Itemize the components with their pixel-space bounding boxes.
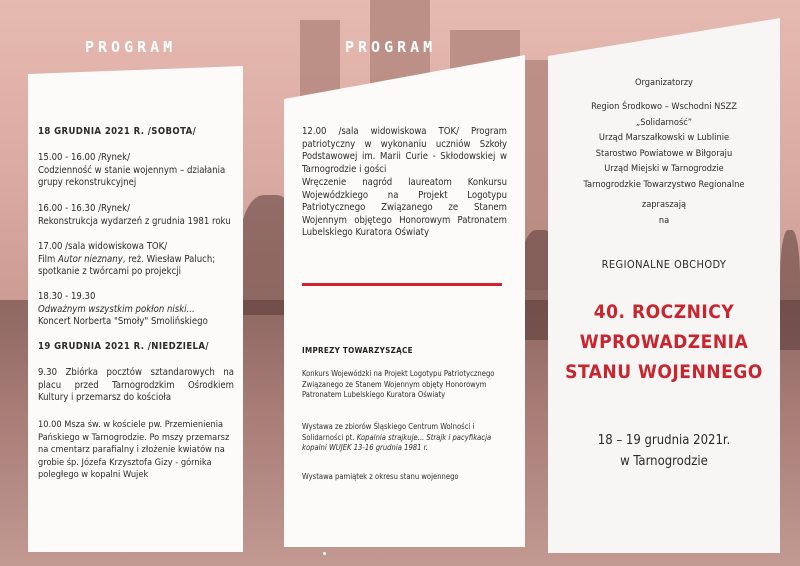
day1-heading: 18 GRUDNIA 2021 R. /SOBOTA/ <box>38 126 197 137</box>
organizers-title: Organizatorzy <box>635 77 693 88</box>
event-item: Wystawa ze zbiorów Śląskiego Centrum Wolności i Solidarności pt. Kopalnia strajkuje... Strajk i pacyfikacja kopalni WUJEK 13-16 grudnia 1981 r. <box>302 422 492 453</box>
events-title: IMPREZY TOWARZYSZĄCE <box>302 346 413 355</box>
item-description: Codzienność w stanie wojennym – działania grupy rekonstrukcyjnej <box>38 164 226 189</box>
organizer: Urząd Miejski w Tarnogrodzie <box>604 163 724 175</box>
organizer: Region Środkowo – Wschodni NSZZ <box>591 101 737 112</box>
program-item-1200: 12.00 /sala widowiskowa TOK/ Program patriotyczny w wykonaniu uczniów Szkoły Podstawowej im. Marii Curie - Skłodowskiej w Tarnogrodzie i gości <box>302 126 507 175</box>
organizer: Tarnogrodzkie Towarzystwo Regionalne <box>583 178 745 190</box>
organizers-list <box>556 99 772 193</box>
event-date: 18 – 19 grudnia 2021r. w Tarnogrodzie <box>597 433 731 469</box>
item-time: 18.30 - 19.30 <box>38 291 96 302</box>
page-dot <box>323 552 326 555</box>
invite-text: zapraszają na <box>641 199 687 226</box>
day2-heading: 19 GRUDNIA 2021 R. /NIEDZIELA/ <box>38 341 209 352</box>
schedule-item <box>38 203 234 228</box>
film-item <box>38 241 234 279</box>
event-item: Wystawa pamiątek z okresu stanu wojennego <box>302 472 459 481</box>
item-description: Film Autor nieznany, reż. Wiesław Paluch; spotkanie z twórcami po projekcji <box>38 253 216 278</box>
schedule-item <box>38 152 234 190</box>
item-time: 17.00 /sala widowiskowa TOK/ <box>38 241 168 252</box>
item-description: Rekonstrukcja wydarzeń z grudnia 1981 roku <box>38 215 231 227</box>
item-time: 16.00 - 16.30 /Rynek/ <box>38 203 131 214</box>
event-subtitle: REGIONALNE OBCHODY <box>601 258 727 271</box>
item-description: Koncert Norberta "Smoły" Smolińskiego <box>38 316 208 328</box>
item-italic-title: Odważnym wszystkim pokłon niski... <box>38 303 195 315</box>
organizer: „Solidarność” <box>635 116 693 128</box>
organizer: Starostwo Powiatowe w Biłgoraju <box>595 147 733 159</box>
organizer: Urząd Marszałkowski w Lublinie <box>598 132 730 144</box>
red-divider <box>302 283 502 286</box>
item-time: 15.00 - 16.00 /Rynek/ <box>38 152 131 163</box>
schedule-item: 9.30 Zbiórka pocztów sztandarowych na placu przed Tarnogrodzkim Ośrodkiem Kultury i przemarsz do kościoła <box>38 367 234 404</box>
concert-item <box>38 291 234 329</box>
program-heading-middle: PROGRAM <box>345 38 437 56</box>
schedule-item: 10.00 Msza św. w kościele pw. Przemienienia Pańskiego w Tarnogrodzie. Po mszy przemarsz na cmentarz parafialny i złożenie kwiatów na grobie śp. Józefa Krzysztofa Gizy - górnika poległego w kopalni Wujek <box>38 419 230 481</box>
program-heading-left: PROGRAM <box>85 38 177 56</box>
awards-item: Wręczenie nagród laureatom Konkursu Wojewódzkiego na Projekt Logotypu Patriotycznego Związanego ze Stanem Wojennym objętego Honorowym Patronatem Lubelskiego Kuratora Oświaty <box>302 177 507 239</box>
event-title: 40. ROCZNICY WPROWADZENIA STANU WOJENNEGO <box>565 301 763 383</box>
event-item: Konkurs Wojewódzki na Projekt Logotypu Patriotycznego Związanego ze Stanem Wojennym objęty Honorowym Patronatem Lubelskiego Kuratora Oświaty <box>302 369 495 400</box>
